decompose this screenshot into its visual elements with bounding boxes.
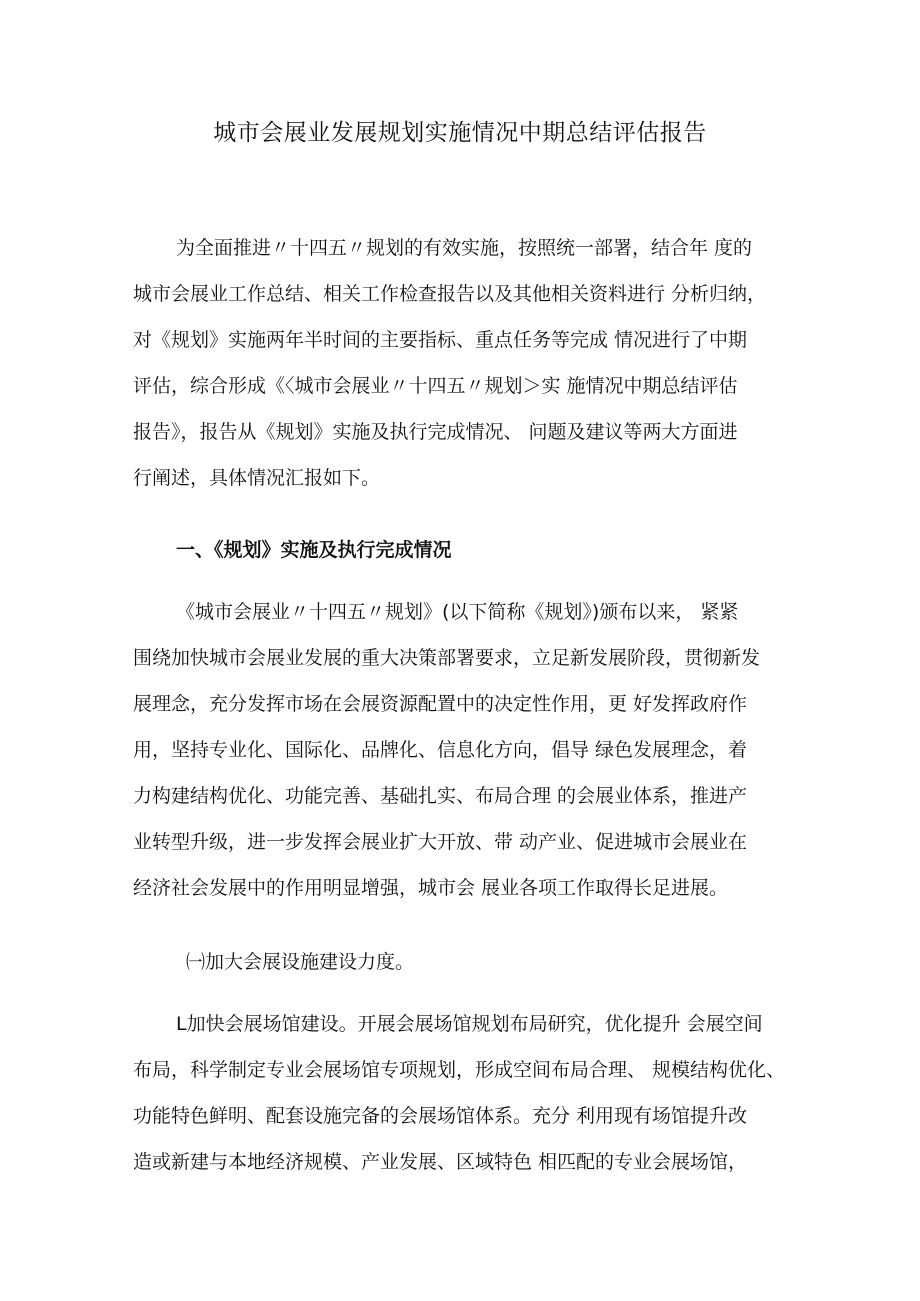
subsection-heading: ㈠加大会展设施建设力度。 <box>186 951 415 973</box>
paragraph-line: 经济社会发展中的作用明显增强，城市会 展业各项工作取得长足进展。 <box>133 877 729 899</box>
paragraph-line: 业转型升级，进一步发挥会展业扩大开放、带 动产业、促进城市会展业在 <box>133 831 748 853</box>
paragraph-line: 为全面推进〃十四五〃规划的有效实施，按照统一部署，结合年 度的 <box>176 237 753 259</box>
paragraph-line: 用，坚持专业化、国际化、品牌化、信息化方向，倡导 绿色发展理念，着 <box>133 739 748 761</box>
section-heading: 一、《规划》实施及执行完成情况 <box>176 539 452 561</box>
paragraph-line: 布局，科学制定专业会展场馆专项规划，形成空间布局合理、 规模结构优化、 <box>133 1059 786 1081</box>
paragraph-line: L加快会展场馆建设。开展会展场馆规划布局研究，优化提升 会展空间 <box>176 1013 763 1035</box>
paragraph-line: 行阐述，具体情况汇报如下。 <box>133 467 381 489</box>
paragraph-line: 评估，综合形成《〈城市会展业〃十四五〃规划＞实 施情况中期总结评估 <box>133 375 738 397</box>
paragraph-line: 功能特色鲜明、配套设施完备的会展场馆体系。充分 利用现有场馆提升改 <box>133 1105 748 1127</box>
item1-paragraph <box>133 1001 793 1185</box>
intro-paragraph <box>133 225 793 501</box>
paragraph-line: 围绕加快城市会展业发展的重大决策部署要求，立足新发展阶段，贯彻新发 <box>133 647 761 669</box>
paragraph-line: 报告》，报告从《规划》实施及执行完成情况、 问题及建议等两大方面进 <box>133 421 738 443</box>
paragraph-line: 城市会展业工作总结、相关工作检查报告以及其他相关资料进行 分析归纳， <box>133 283 767 305</box>
paragraph-line: 展理念，充分发挥市场在会展资源配置中的决定性作用，更 好发挥政府作 <box>133 693 748 715</box>
paragraph-line: 造或新建与本地经济规模、产业发展、区域特色 相匹配的专业会展场馆， <box>133 1151 748 1173</box>
paragraph-line: 对《规划》实施两年半时间的主要指标、重点任务等完成 情况进行了中期 <box>133 329 748 351</box>
paragraph-line: 力构建结构优化、功能完善、基础扎实、布局合理 的会展业体系，推进产 <box>133 785 748 807</box>
paragraph-line: 《城市会展业〃十四五〃规划》(以下简称《规划》)颁布以来， 紧紧 <box>176 601 739 623</box>
section1-paragraph <box>133 589 793 911</box>
document-title: 城市会展业发展规划实施情况中期总结评估报告 <box>213 120 707 146</box>
